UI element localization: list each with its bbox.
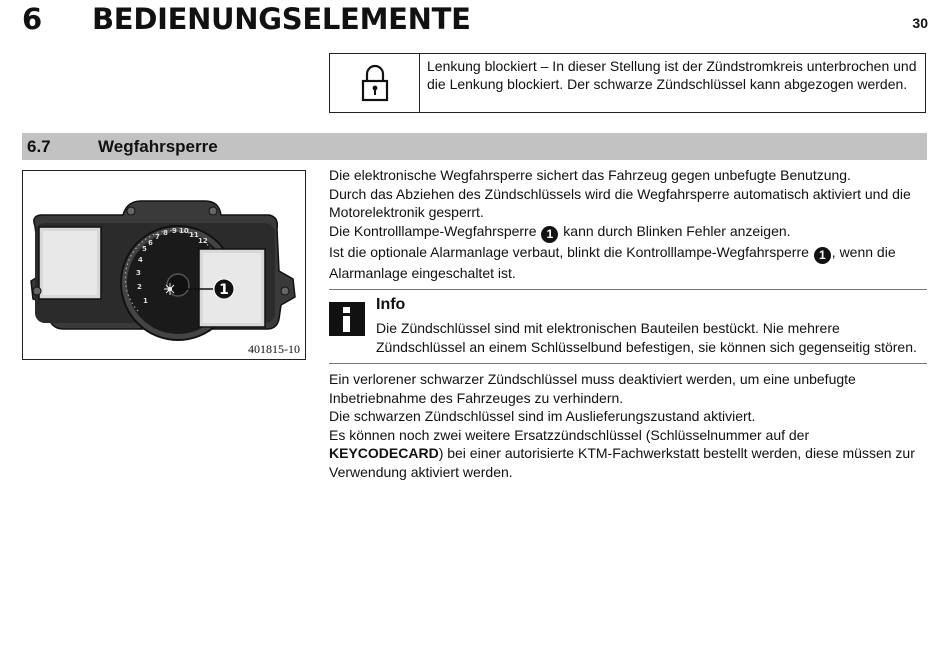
intro-paragraph-3: Die Kontrolllampe-Wegfahrsperre 1 kann durch Blinken Fehler anzeigen. [329, 222, 791, 241]
callout-number: 1 [541, 226, 558, 243]
tacho-scale-6: 6 [148, 239, 153, 247]
tacho-scale-4: 4 [138, 256, 143, 264]
info-box [329, 289, 927, 364]
lock-cell-icon [330, 54, 420, 112]
page-number: 30 [912, 15, 928, 31]
intro-paragraph-1: Die elektronische Wegfahrsperre sichert das Fahrzeug gegen unbefugte Benutzung. [329, 167, 851, 183]
outro-paragraph-2: Die schwarzen Zündschlüssel sind im Auslieferungszustand aktiviert. [329, 408, 756, 424]
tacho-scale-3: 3 [136, 269, 141, 277]
outro-text [329, 370, 927, 481]
tacho-scale-9: 9 [172, 227, 177, 235]
dashboard-figure [22, 170, 306, 360]
tacho-scale-12: 12 [198, 237, 208, 245]
lock-icon [360, 63, 390, 103]
section-heading-bar [22, 133, 927, 160]
dashboard-illustration [23, 171, 307, 361]
section-title: Wegfahrsperre [98, 137, 218, 156]
outro-paragraph-1: Ein verlorener schwarzer Zündschlüssel muss deaktiviert werden, um eine unbefugte Inbetriebnahme des Fahrzeuges zu verhindern. [329, 371, 856, 406]
tacho-scale-5: 5 [142, 245, 147, 253]
lock-cell-text: Lenkung blockiert – In dieser Stellung ist der Zündstromkreis unterbrochen und die Lenkung blockiert. Der schwarze Zündschlüssel kann abgezogen werden. [427, 58, 917, 92]
tacho-scale-1: 1 [143, 297, 148, 305]
chapter-number: 6 [22, 2, 43, 36]
intro-paragraph-2: Durch das Abziehen des Zündschlüssels wird die Wegfahrsperre automatisch aktiviert und die Motorelektronik gesperrt. [329, 185, 911, 220]
intro-paragraph-4: Ist die optionale Alarmanlage verbaut, blinkt die Kontrolllampe-Wegfahrsperre 1 , wenn die Alarmanlage eingeschaltet ist. [329, 243, 896, 281]
tacho-scale-8: 8 [163, 229, 168, 237]
outro-paragraph-3: Es können noch zwei weitere Ersatzzündschlüssel (Schlüsselnummer auf der KEYCODECARD) bei einer autorisierte KTM-Fachwerkstatt bestellt werden, diese müssen zur Verwendung aktiviert werden. [329, 426, 915, 480]
tacho-scale-11: 11 [189, 231, 199, 239]
callout-number: 1 [814, 247, 831, 264]
tacho-scale-7: 7 [155, 233, 160, 241]
info-title: Info [376, 296, 406, 313]
keycodecard-keyword: KEYCODECARD [329, 445, 439, 461]
figure-code: 401815-10 [248, 342, 300, 356]
chapter-title: BEDIENUNGSELEMENTE [92, 2, 471, 36]
info-icon [329, 302, 365, 336]
lock-table [329, 53, 926, 113]
info-text: Die Zündschlüssel sind mit elektronischen Bauteilen bestückt. Nie mehrere Zündschlüssel an einem Schlüsselbund befestigen, sie können sich gegenseitig stören. [376, 320, 917, 355]
section-number: 6.7 [27, 137, 51, 156]
intro-text [329, 166, 927, 282]
tacho-scale-2: 2 [137, 283, 142, 291]
figure-callout-number: 1 [219, 282, 229, 298]
tacho-scale-10: 10 [179, 227, 189, 235]
